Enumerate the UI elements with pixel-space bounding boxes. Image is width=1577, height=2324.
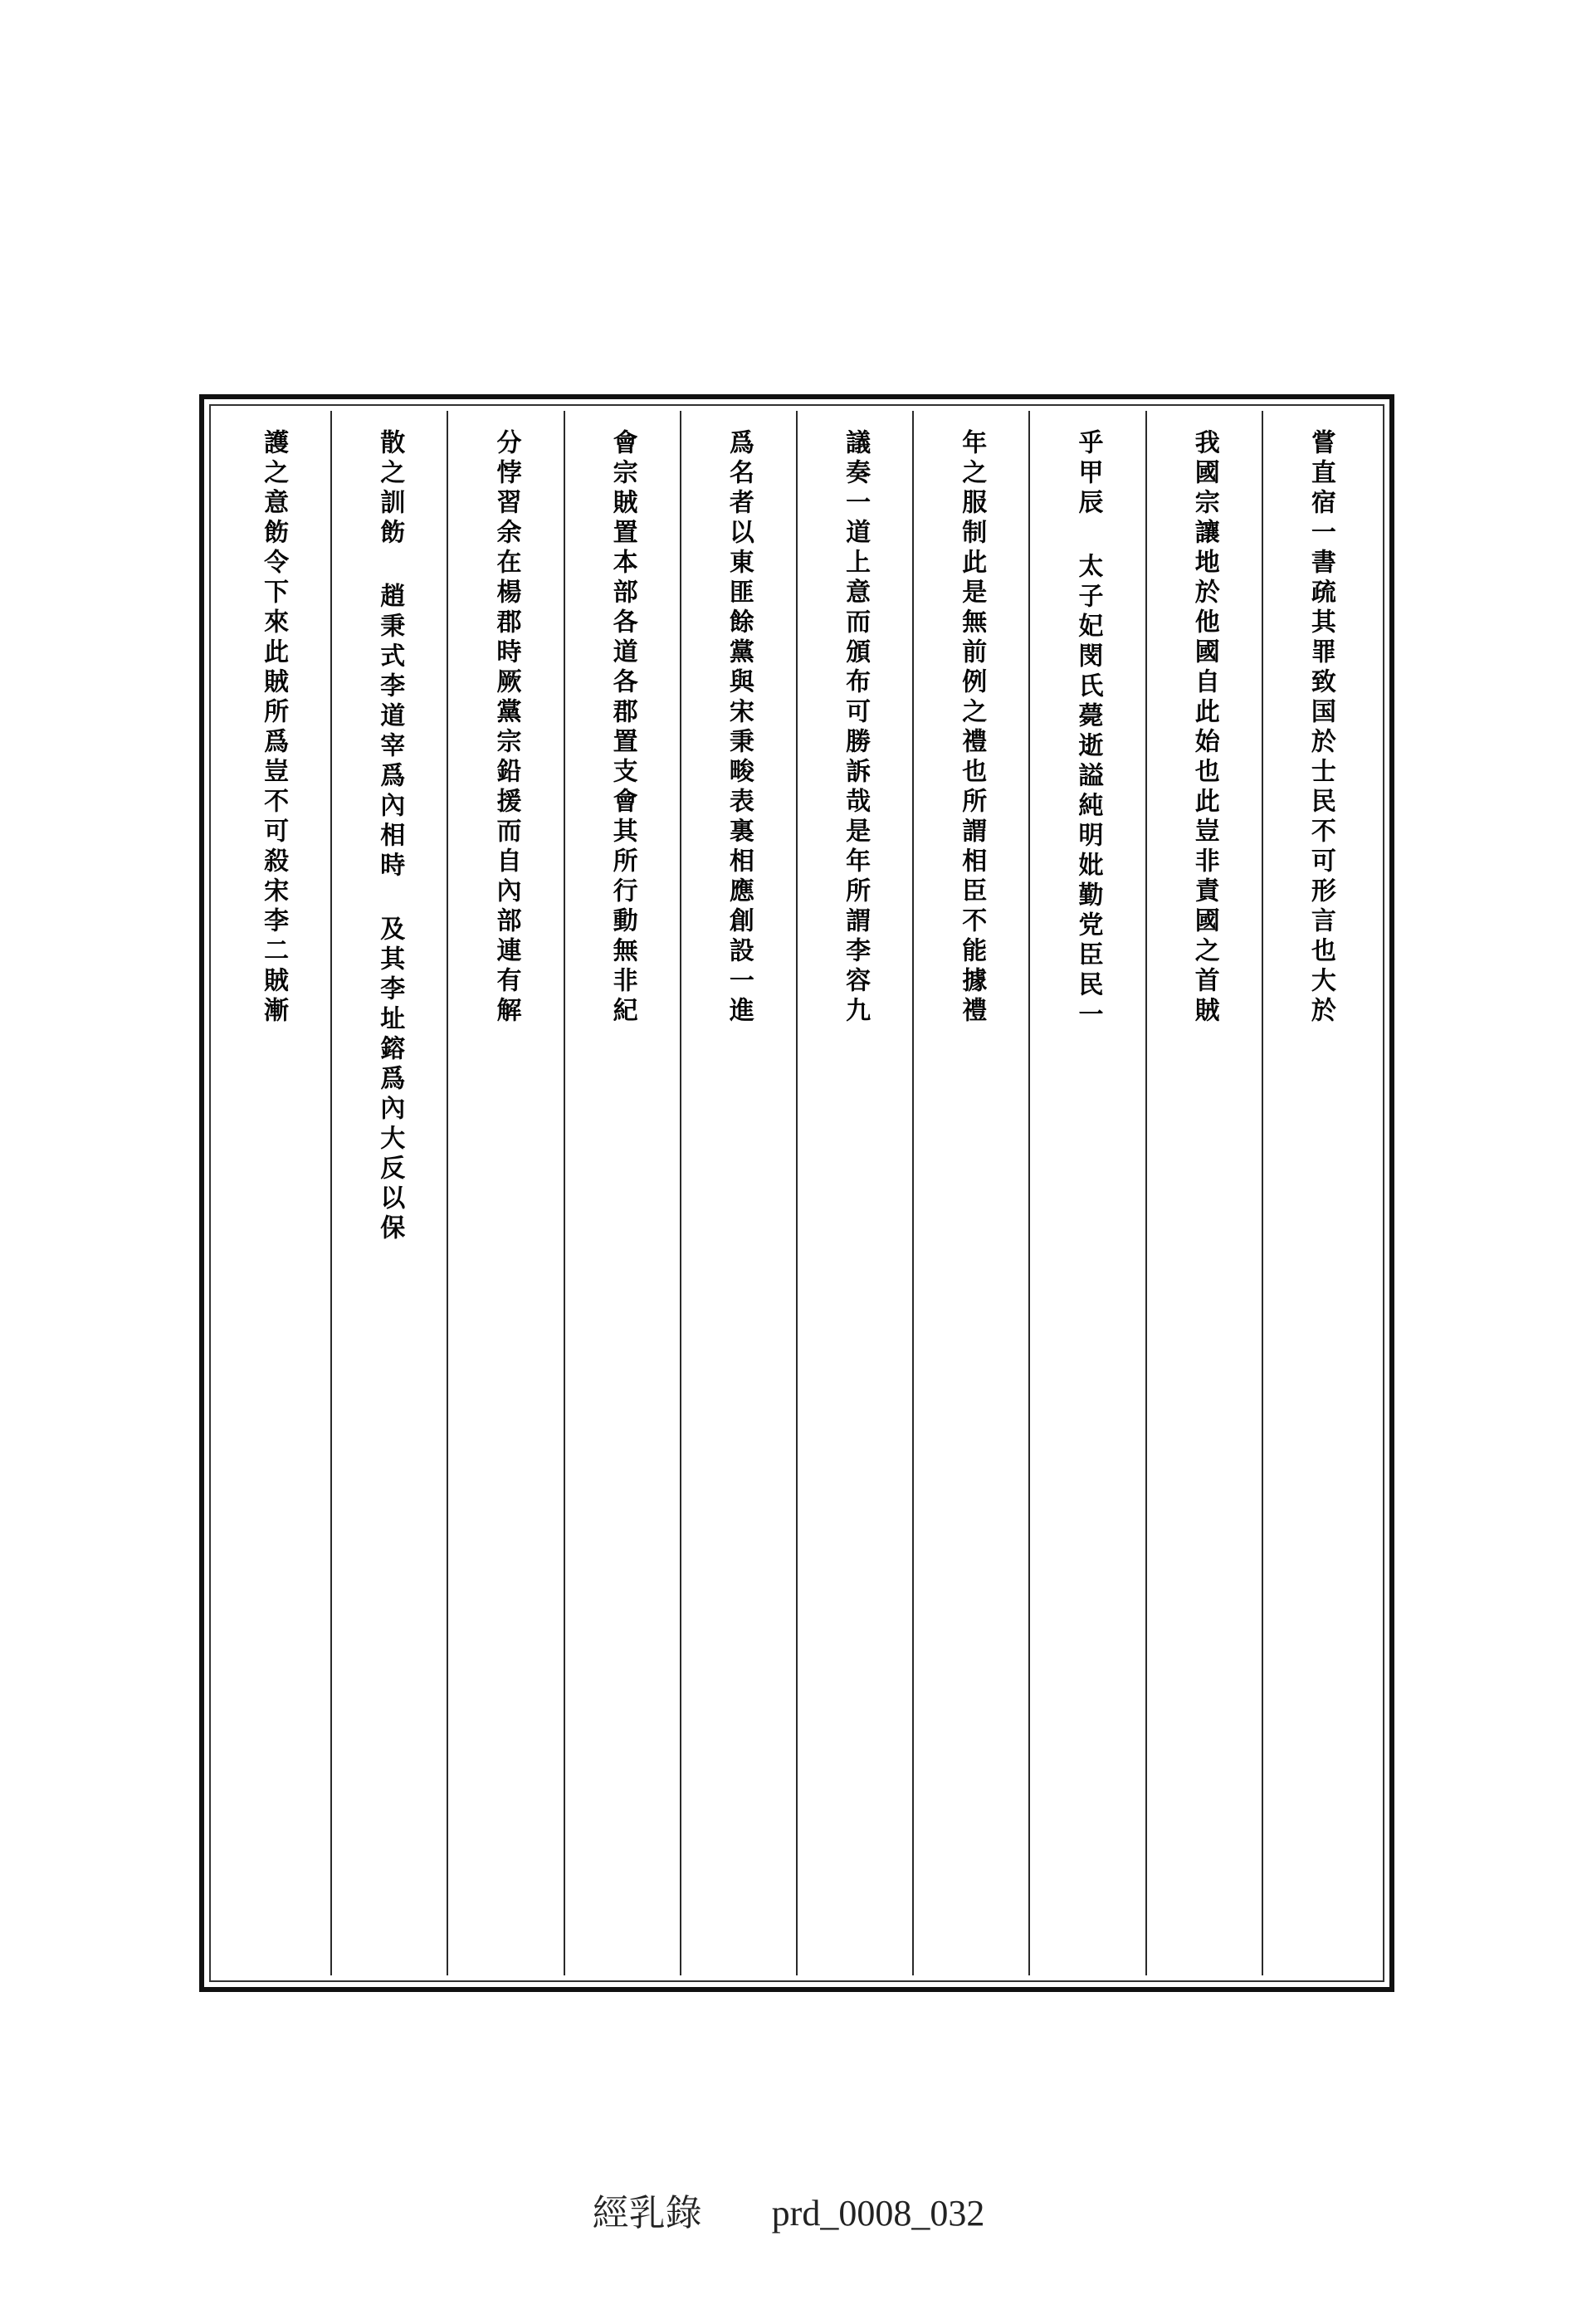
column-text: 散之訓飭 趙秉式李道宰爲內相時 及其李址鎔爲內大反以保	[375, 429, 405, 1244]
column-text: 年之服制此是無前例之禮也所謂相臣不能據禮	[957, 429, 987, 1027]
text-columns	[216, 411, 1378, 1975]
text-column	[330, 411, 447, 1975]
column-text: 會宗賊置本部各道各郡置支會其所行動無非紀	[608, 429, 637, 1027]
column-text: 乎甲辰 太子妃閔氏薨逝謚純明妣勤党臣民一	[1073, 429, 1103, 1031]
text-column	[1028, 411, 1145, 1975]
text-column	[216, 411, 330, 1975]
text-column	[1262, 411, 1378, 1975]
column-text: 我國宗讓地於他國自此始也此豈非責國之首賊	[1189, 429, 1219, 1027]
column-text: 爲名者以東匪餘黨與宋秉畯表裏相應創設一進	[724, 429, 754, 1027]
text-column	[912, 411, 1028, 1975]
page-footer	[0, 2183, 1577, 2236]
text-column	[680, 411, 796, 1975]
column-text: 嘗直宿一書疏其罪致国於士民不可形言也大於	[1306, 429, 1335, 1027]
text-column	[564, 411, 680, 1975]
text-column	[447, 411, 563, 1975]
column-text: 分悖習余在楊郡時厥黨宗鉛援而自內部連有解	[491, 429, 521, 1027]
scanned-page-frame	[199, 394, 1394, 1992]
page-identifier: prd_0008_032	[771, 2193, 985, 2234]
book-title: 經乳錄	[592, 2192, 702, 2234]
text-column	[796, 411, 912, 1975]
column-text: 議奏一道上意而頒布可勝訴哉是年所謂李容九	[841, 429, 871, 1027]
column-text: 護之意飭令下來此賊所爲豈不可殺宋李二賊漸	[259, 429, 289, 1027]
text-column	[1145, 411, 1262, 1975]
